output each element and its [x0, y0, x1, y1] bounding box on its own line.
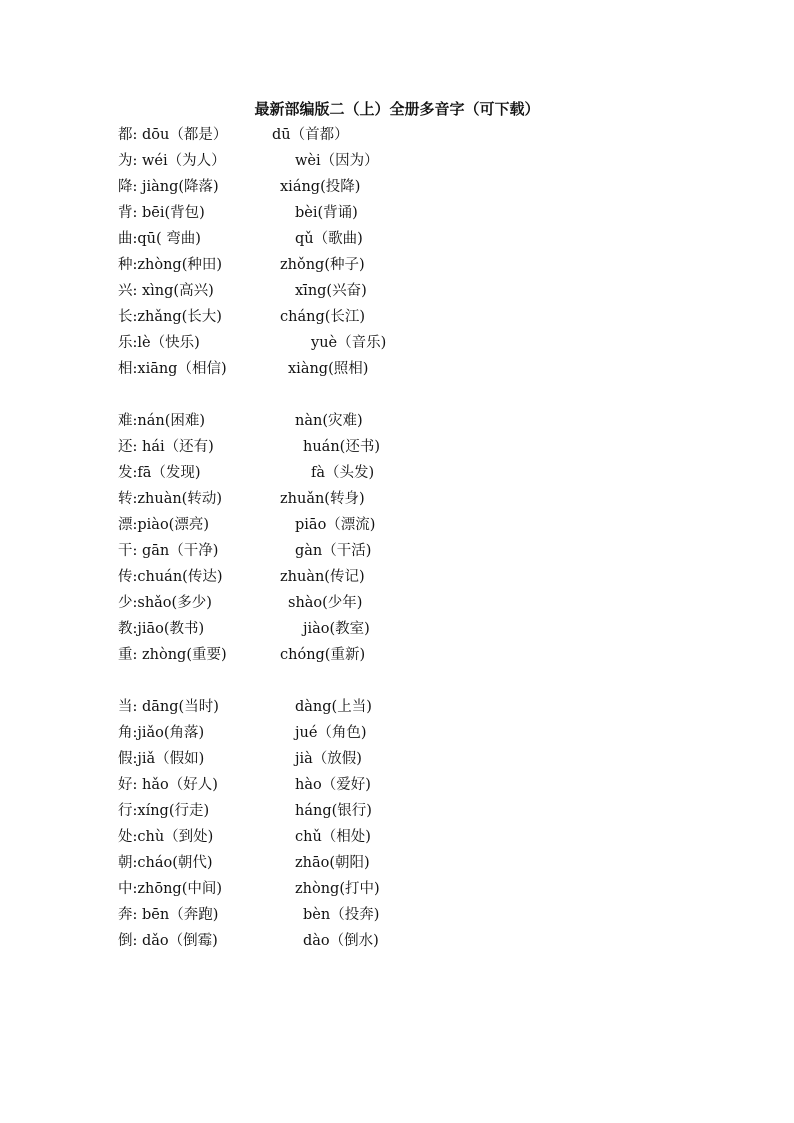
group-3 — [0, 694, 794, 954]
list-item — [0, 122, 794, 148]
reading-second: huán(还书) — [303, 439, 380, 455]
reading-second: zhuǎn(转身) — [280, 491, 365, 507]
list-item — [0, 356, 794, 382]
reading-second: wèi（因为） — [295, 153, 379, 169]
reading-first: 相:xiāng（相信) — [118, 361, 227, 377]
reading-first: 乐:lè（快乐) — [118, 335, 200, 351]
reading-second: háng(银行) — [295, 803, 372, 819]
list-item — [0, 486, 794, 512]
list-item — [0, 200, 794, 226]
reading-first: 转:zhuàn(转动) — [118, 491, 222, 507]
list-item — [0, 460, 794, 486]
reading-second: chǔ（相处) — [295, 829, 371, 845]
reading-first: 处:chù（到处) — [118, 829, 214, 845]
reading-first: 长:zhǎng(长大) — [118, 309, 222, 325]
reading-second: xiáng(投降) — [280, 179, 361, 195]
group-2 — [0, 408, 794, 668]
reading-second: qǔ（歌曲) — [295, 231, 363, 247]
reading-second: dàng(上当) — [295, 699, 372, 715]
polyphone-list — [0, 122, 794, 980]
list-item — [0, 148, 794, 174]
reading-first: 行:xíng(行走) — [118, 803, 210, 819]
list-item — [0, 408, 794, 434]
group-1 — [0, 122, 794, 382]
list-item — [0, 928, 794, 954]
reading-first: 干: gān（干净) — [118, 543, 219, 559]
reading-first: 倒: dǎo（倒霉) — [118, 933, 218, 949]
reading-first: 朝:cháo(朝代) — [118, 855, 213, 871]
reading-second: dū（首都） — [272, 127, 349, 143]
reading-second: hào（爱好) — [295, 777, 371, 793]
reading-first: 漂:piào(漂亮) — [118, 517, 209, 533]
list-item — [0, 746, 794, 772]
list-item — [0, 616, 794, 642]
reading-first: 角:jiǎo(角落) — [118, 725, 205, 741]
list-item — [0, 720, 794, 746]
reading-second: zhuàn(传记) — [280, 569, 365, 585]
list-item — [0, 330, 794, 356]
list-item — [0, 850, 794, 876]
reading-second: bèn（投奔) — [303, 907, 380, 923]
list-item — [0, 278, 794, 304]
reading-first: 难:nán(困难) — [118, 413, 206, 429]
reading-first: 教:jiāo(教书) — [118, 621, 205, 637]
reading-second: yuè（音乐) — [311, 335, 387, 351]
list-item — [0, 590, 794, 616]
reading-second: jià（放假) — [295, 751, 362, 767]
list-item — [0, 564, 794, 590]
reading-first: 降: jiàng(降落) — [118, 179, 219, 195]
reading-first: 兴: xìng(高兴) — [118, 283, 214, 299]
reading-second: jué（角色) — [295, 725, 367, 741]
list-item — [0, 538, 794, 564]
reading-first: 都: dōu（都是） — [118, 127, 228, 143]
reading-first: 假:jiǎ（假如) — [118, 751, 205, 767]
reading-second: zhǒng(种子) — [280, 257, 365, 273]
reading-second: gàn（干活) — [295, 543, 372, 559]
list-item — [0, 902, 794, 928]
reading-second: shào(少年) — [288, 595, 363, 611]
reading-second: jiào(教室) — [303, 621, 370, 637]
reading-first: 传:chuán(传达) — [118, 569, 223, 585]
reading-second: chóng(重新) — [280, 647, 366, 663]
list-item — [0, 174, 794, 200]
reading-second: zhòng(打中) — [295, 881, 380, 897]
reading-first: 重: zhòng(重要) — [118, 647, 227, 663]
list-item — [0, 304, 794, 330]
list-item — [0, 694, 794, 720]
list-item — [0, 512, 794, 538]
reading-first: 中:zhōng(中间) — [118, 881, 223, 897]
reading-first: 好: hǎo（好人) — [118, 777, 218, 793]
reading-first: 曲:qū( 弯曲) — [118, 231, 201, 247]
list-item — [0, 772, 794, 798]
reading-first: 为: wéi（为人） — [118, 153, 226, 169]
list-item — [0, 642, 794, 668]
reading-first: 发:fā（发现) — [118, 465, 201, 481]
reading-second: nàn(灾难) — [295, 413, 363, 429]
reading-second: dào（倒水) — [303, 933, 379, 949]
reading-first: 背: bēi(背包) — [118, 205, 205, 221]
list-item — [0, 824, 794, 850]
list-item — [0, 226, 794, 252]
list-item — [0, 876, 794, 902]
page-title: 最新部编版二（上）全册多音字（可下载） — [254, 100, 540, 118]
reading-second: xīng(兴奋) — [295, 283, 367, 299]
list-item — [0, 252, 794, 278]
reading-second: zhāo(朝阳) — [295, 855, 370, 871]
reading-first: 少:shǎo(多少) — [118, 595, 212, 611]
reading-second: cháng(长江) — [280, 309, 366, 325]
list-item — [0, 434, 794, 460]
reading-second: piāo（漂流) — [295, 517, 376, 533]
reading-second: fà（头发) — [311, 465, 375, 481]
reading-second: xiàng(照相) — [288, 361, 369, 377]
reading-first: 奔: bēn（奔跑) — [118, 907, 219, 923]
reading-second: bèi(背诵) — [295, 205, 358, 221]
list-item — [0, 798, 794, 824]
reading-first: 当: dāng(当时) — [118, 699, 219, 715]
reading-first: 种:zhòng(种田) — [118, 257, 223, 273]
reading-first: 还: hái（还有) — [118, 439, 214, 455]
